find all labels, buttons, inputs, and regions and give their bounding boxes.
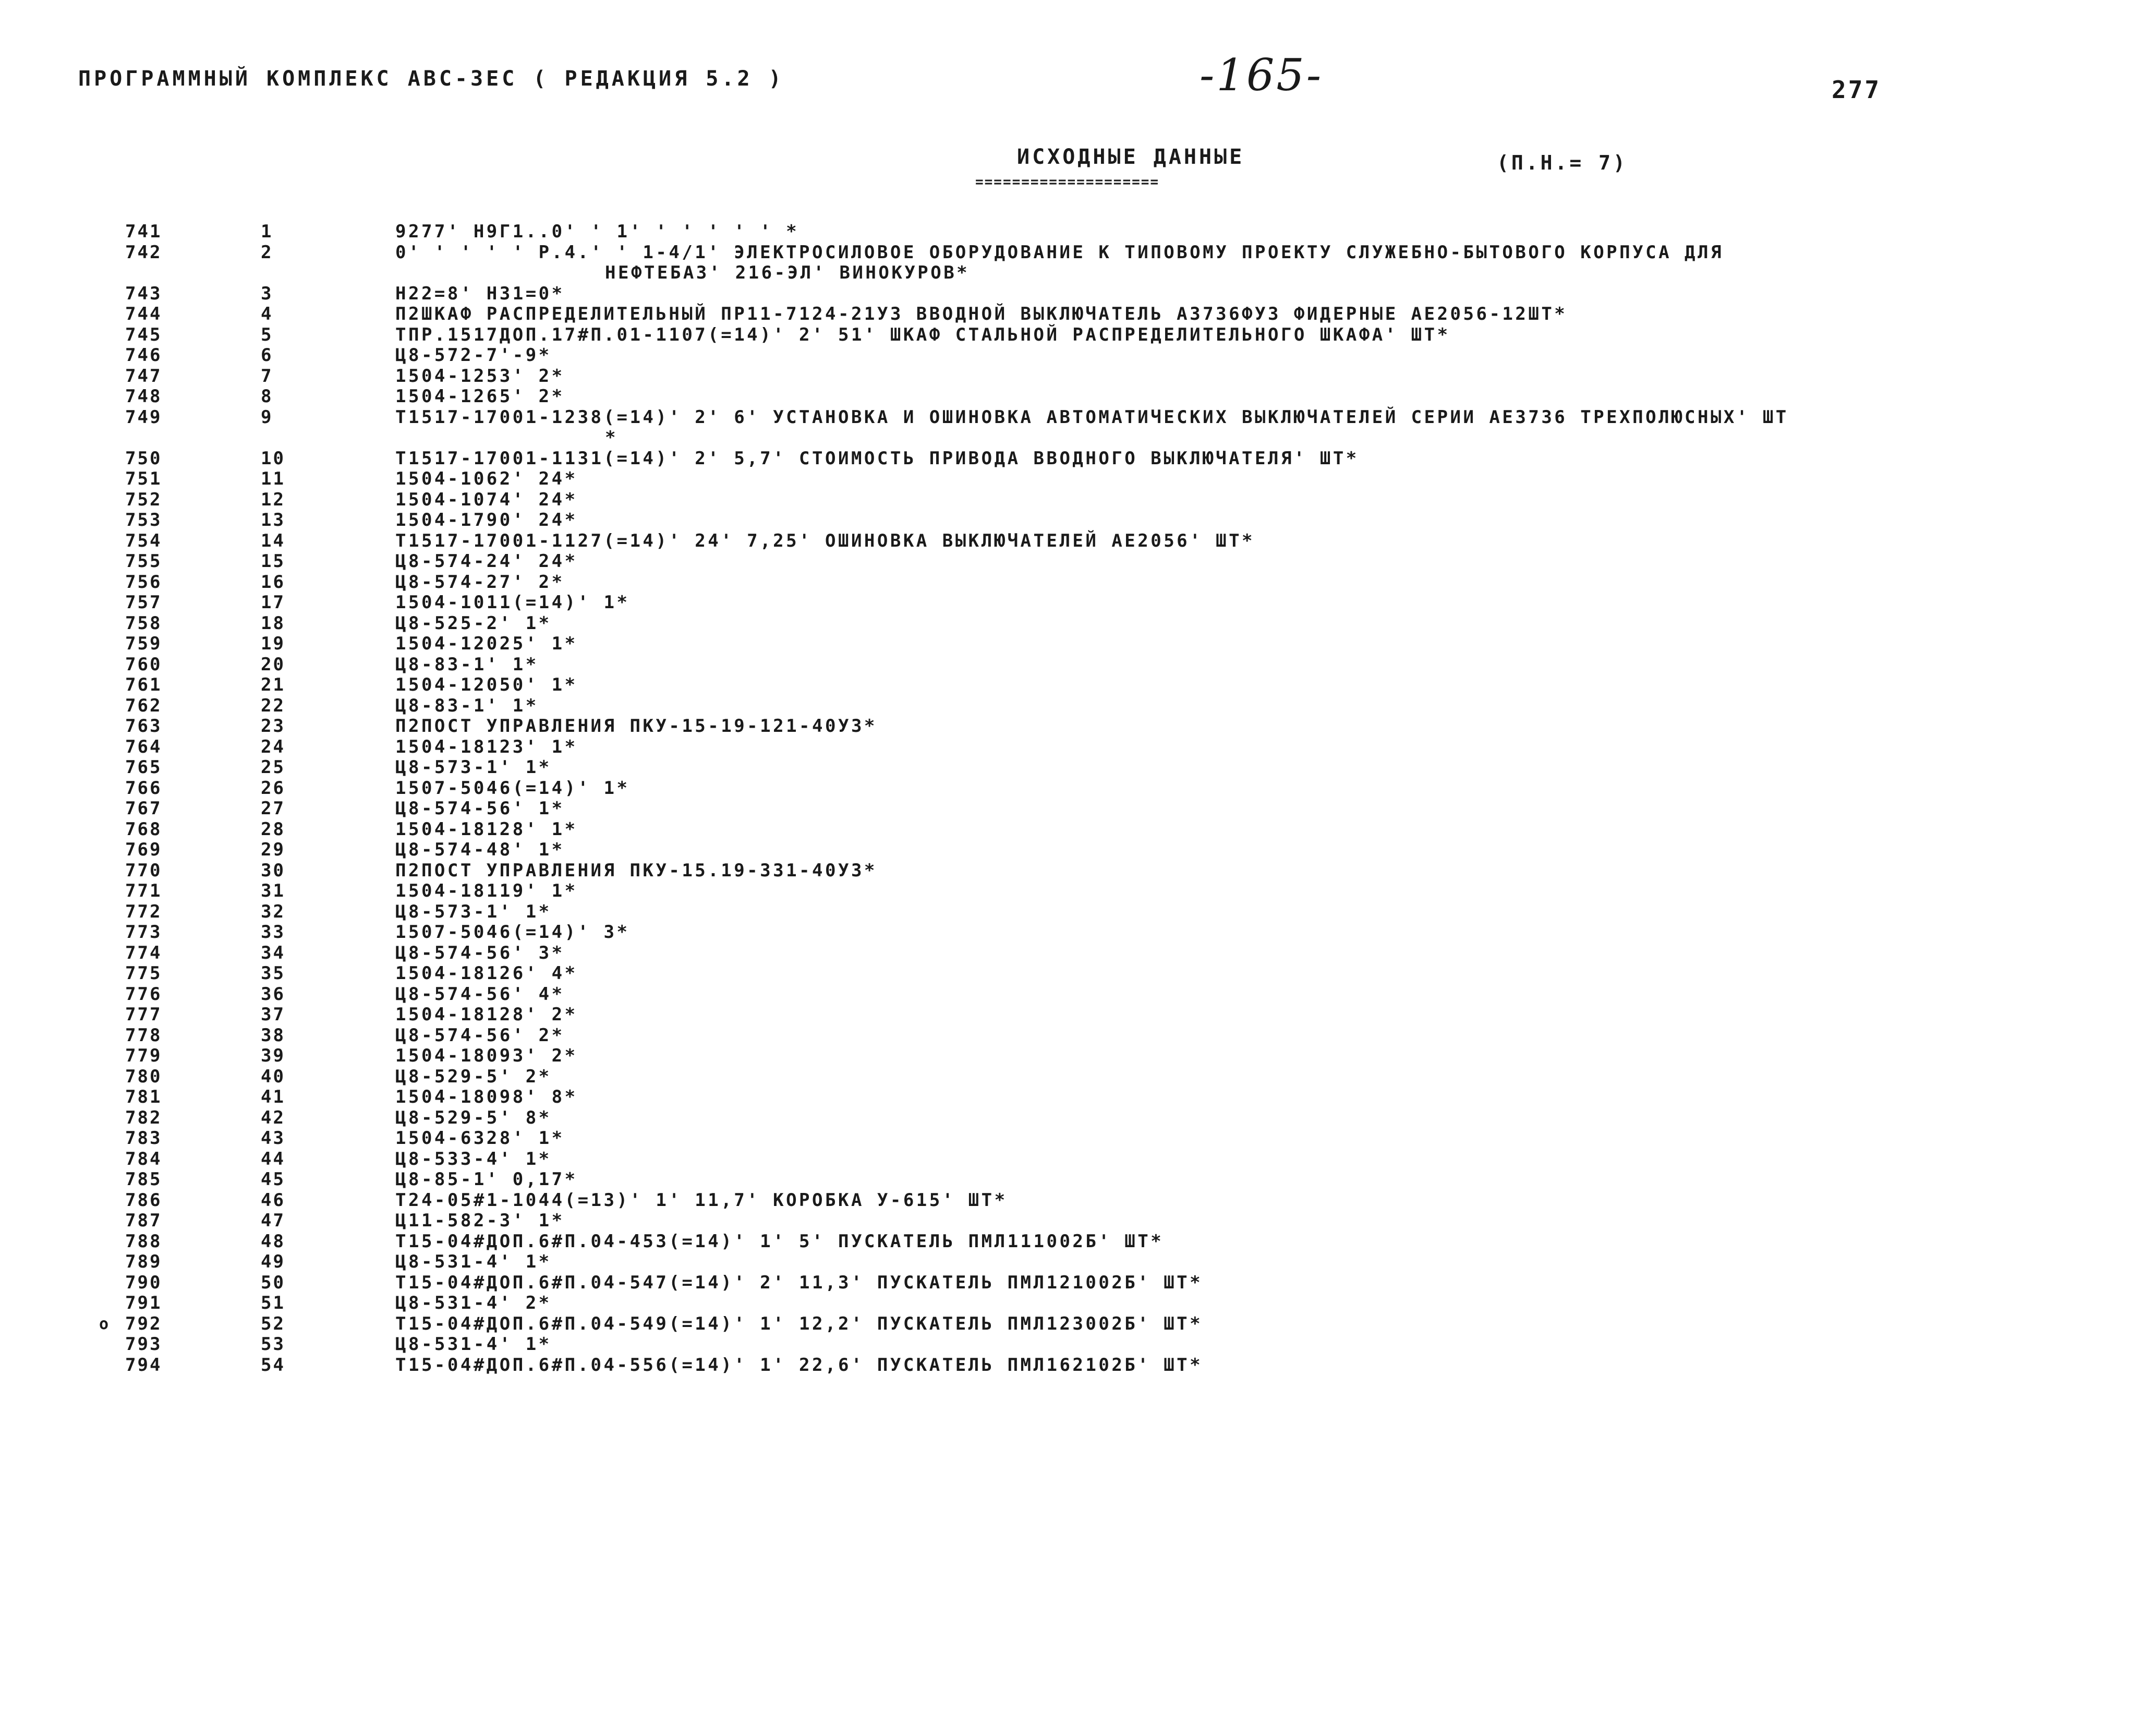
local-line-number: 46 bbox=[261, 1189, 285, 1211]
global-line-number: 782 bbox=[125, 1107, 162, 1128]
local-line-number: 15 bbox=[261, 551, 285, 572]
listing-row bbox=[0, 861, 2156, 882]
global-line-number: 785 bbox=[125, 1169, 162, 1190]
listing-row bbox=[0, 243, 2156, 263]
local-line-number: 35 bbox=[261, 963, 285, 984]
global-line-number: 777 bbox=[125, 1004, 162, 1025]
record-text: П2ШКАФ РАСПРЕДЕЛИТЕЛЬНЫЙ ПР11-7124-21УЗ ВВОДНОЙ ВЫКЛЮЧАТЕЛЬ А3736ФУЗ ФИДЕРНЫЕ АЕ2056-12ШТ* bbox=[395, 304, 1568, 324]
global-line-number: 747 bbox=[125, 365, 162, 387]
listing-row bbox=[0, 449, 2156, 469]
record-text: Ц8-531-4' 2* bbox=[395, 1293, 552, 1313]
listing-row bbox=[0, 345, 2156, 366]
record-text: ТПР.1517ДОП.17#П.01-1107(=14)' 2' 51' ШКАФ СТАЛЬНОЙ РАСПРЕДЕЛИТЕЛЬНОГО ШКАФА' ШТ* bbox=[395, 324, 1450, 345]
local-line-number: 29 bbox=[261, 839, 285, 860]
global-line-number: 772 bbox=[125, 901, 162, 922]
listing-row bbox=[0, 943, 2156, 964]
record-text: Т15-04#ДОП.6#П.04-556(=14)' 1' 22,6' ПУСКАТЕЛЬ ПМЛ162102Б' ШТ* bbox=[395, 1354, 1203, 1376]
listing-row bbox=[0, 1334, 2156, 1355]
listing-row bbox=[0, 304, 2156, 325]
record-text: 1504-1253' 2* bbox=[395, 365, 565, 387]
local-line-number: 4 bbox=[261, 304, 273, 324]
global-line-number: 759 bbox=[125, 633, 162, 654]
listing-row bbox=[0, 716, 2156, 737]
record-text: Ц8-529-5' 2* bbox=[395, 1066, 552, 1087]
record-text: П2ПОСТ УПРАВЛЕНИЯ ПКУ-15.19-331-40УЗ* bbox=[395, 860, 877, 881]
local-line-number: 34 bbox=[261, 942, 285, 963]
listing-row bbox=[0, 1005, 2156, 1026]
local-line-number: 25 bbox=[261, 757, 285, 778]
local-line-number: 9 bbox=[261, 406, 273, 428]
local-line-number: 23 bbox=[261, 716, 285, 737]
global-line-number: 741 bbox=[125, 221, 162, 242]
local-line-number: 28 bbox=[261, 818, 285, 840]
listing-row bbox=[0, 696, 2156, 717]
section-title: ИСХОДНЫЕ ДАННЫЕ bbox=[1017, 145, 1245, 169]
local-line-number: 2 bbox=[261, 242, 273, 263]
global-line-number: 744 bbox=[125, 304, 162, 324]
listing-continuation-line bbox=[0, 428, 2156, 449]
global-line-number: 749 bbox=[125, 406, 162, 428]
record-text: 1504-18123' 1* bbox=[395, 736, 578, 757]
global-line-number: 746 bbox=[125, 345, 162, 366]
global-line-number: 783 bbox=[125, 1128, 162, 1149]
record-text: Ц8-533-4' 1* bbox=[395, 1148, 552, 1169]
global-line-number: 784 bbox=[125, 1148, 162, 1169]
global-line-number: 771 bbox=[125, 880, 162, 901]
local-line-number: 52 bbox=[261, 1313, 285, 1334]
section-parameter: (П.Н.= 7) bbox=[1497, 151, 1628, 174]
listing-row bbox=[0, 655, 2156, 675]
listing-row bbox=[0, 778, 2156, 799]
record-text: Ц8-573-1' 1* bbox=[395, 757, 552, 778]
global-line-number: 764 bbox=[125, 736, 162, 757]
listing-row bbox=[0, 1169, 2156, 1190]
record-text: Ц8-574-56' 2* bbox=[395, 1024, 565, 1046]
record-text: НЕФТЕБАЗ' 216-ЭЛ' ВИНОКУРОВ* bbox=[605, 262, 970, 283]
listing-row bbox=[0, 1211, 2156, 1232]
listing-row bbox=[0, 922, 2156, 943]
local-line-number: 47 bbox=[261, 1210, 285, 1231]
record-text: 1504-6328' 1* bbox=[395, 1128, 565, 1149]
local-line-number: 42 bbox=[261, 1107, 285, 1128]
record-text: Т1517-17001-1131(=14)' 2' 5,7' СТОИМОСТЬ ПРИВОДА ВВОДНОГО ВЫКЛЮЧАТЕЛЯ' ШТ* bbox=[395, 448, 1359, 469]
handwritten-page-mark: -165- bbox=[1200, 50, 1324, 101]
global-line-number: 765 bbox=[125, 757, 162, 778]
listing-row bbox=[0, 366, 2156, 387]
listing-row bbox=[0, 572, 2156, 593]
listing-row bbox=[0, 1314, 2156, 1335]
local-line-number: 19 bbox=[261, 633, 285, 654]
local-line-number: 1 bbox=[261, 221, 273, 242]
global-line-number: 781 bbox=[125, 1087, 162, 1107]
global-line-number: 788 bbox=[125, 1231, 162, 1252]
record-text: * bbox=[605, 427, 618, 448]
local-line-number: 6 bbox=[261, 345, 273, 366]
global-line-number: 745 bbox=[125, 324, 162, 345]
local-line-number: 45 bbox=[261, 1169, 285, 1190]
global-line-number: 748 bbox=[125, 386, 162, 407]
record-text: Т15-04#ДОП.6#П.04-547(=14)' 2' 11,3' ПУСКАТЕЛЬ ПМЛ121002Б' ШТ* bbox=[395, 1272, 1203, 1293]
local-line-number: 3 bbox=[261, 283, 273, 304]
listing-row bbox=[0, 325, 2156, 346]
global-line-number: 743 bbox=[125, 283, 162, 304]
local-line-number: 8 bbox=[261, 386, 273, 407]
global-line-number: 763 bbox=[125, 716, 162, 737]
listing-row bbox=[0, 469, 2156, 490]
record-text: 1504-12050' 1* bbox=[395, 674, 578, 695]
listing-row bbox=[0, 593, 2156, 613]
global-line-number: 768 bbox=[125, 818, 162, 840]
record-text: 1504-1011(=14)' 1* bbox=[395, 592, 630, 613]
listing-row bbox=[0, 1087, 2156, 1108]
listing-row bbox=[0, 963, 2156, 984]
listing-row bbox=[0, 1046, 2156, 1067]
local-line-number: 33 bbox=[261, 922, 285, 943]
record-text: 1504-1074' 24* bbox=[395, 489, 578, 510]
record-text: 1504-18098' 8* bbox=[395, 1087, 578, 1107]
record-text: Ц8-574-56' 3* bbox=[395, 942, 565, 963]
listing-row bbox=[0, 407, 2156, 428]
record-text: 1504-12025' 1* bbox=[395, 633, 578, 654]
record-text: Ц8-529-5' 8* bbox=[395, 1107, 552, 1128]
global-line-number: 760 bbox=[125, 654, 162, 675]
listing-row bbox=[0, 1026, 2156, 1046]
local-line-number: 27 bbox=[261, 798, 285, 819]
record-text: П2ПОСТ УПРАВЛЕНИЯ ПКУ-15-19-121-40УЗ* bbox=[395, 716, 877, 737]
record-text: 1507-5046(=14)' 1* bbox=[395, 777, 630, 799]
local-line-number: 11 bbox=[261, 468, 285, 489]
local-line-number: 40 bbox=[261, 1066, 285, 1087]
record-text: 1504-18126' 4* bbox=[395, 963, 578, 984]
local-line-number: 21 bbox=[261, 674, 285, 695]
record-text: Ц8-573-1' 1* bbox=[395, 901, 552, 922]
record-text: 1504-18128' 2* bbox=[395, 1004, 578, 1025]
global-line-number: 779 bbox=[125, 1045, 162, 1066]
local-line-number: 53 bbox=[261, 1334, 285, 1355]
global-line-number: 758 bbox=[125, 612, 162, 634]
record-text: Ц8-85-1' 0,17* bbox=[395, 1169, 578, 1190]
global-line-number: 753 bbox=[125, 510, 162, 530]
record-text: Ц8-83-1' 1* bbox=[395, 654, 539, 675]
listing-row bbox=[0, 284, 2156, 305]
record-text: Ц8-531-4' 1* bbox=[395, 1251, 552, 1272]
row-margin-mark: о bbox=[99, 1314, 109, 1333]
global-line-number: 778 bbox=[125, 1024, 162, 1046]
local-line-number: 32 bbox=[261, 901, 285, 922]
listing-continuation-line bbox=[0, 263, 2156, 284]
record-text: Т24-05#1-1044(=13)' 1' 11,7' КОРОБКА У-615' ШТ* bbox=[395, 1189, 1008, 1211]
global-line-number: 750 bbox=[125, 448, 162, 469]
global-line-number: 789 bbox=[125, 1251, 162, 1272]
local-line-number: 36 bbox=[261, 983, 285, 1005]
data-listing bbox=[0, 222, 2156, 1376]
record-text: Ц8-525-2' 1* bbox=[395, 612, 552, 634]
local-line-number: 41 bbox=[261, 1087, 285, 1107]
global-line-number: 787 bbox=[125, 1210, 162, 1231]
local-line-number: 12 bbox=[261, 489, 285, 510]
local-line-number: 26 bbox=[261, 777, 285, 799]
record-text: 1504-18128' 1* bbox=[395, 818, 578, 840]
listing-row bbox=[0, 222, 2156, 243]
global-line-number: 773 bbox=[125, 922, 162, 943]
listing-row bbox=[0, 1149, 2156, 1170]
record-text: Ц8-574-27' 2* bbox=[395, 571, 565, 593]
listing-row bbox=[0, 387, 2156, 407]
program-header: ПРОГРАММНЫЙ КОМПЛЕКС АВС-ЗЕС ( РЕДАКЦИЯ 5.2 ) bbox=[78, 67, 784, 91]
listing-row bbox=[0, 984, 2156, 1005]
listing-row bbox=[0, 819, 2156, 840]
global-line-number: 776 bbox=[125, 983, 162, 1005]
listing-row bbox=[0, 531, 2156, 552]
listing-row bbox=[0, 1232, 2156, 1252]
local-line-number: 49 bbox=[261, 1251, 285, 1272]
record-text: Т15-04#ДОП.6#П.04-453(=14)' 1' 5' ПУСКАТЕЛЬ ПМЛ111002Б' ШТ* bbox=[395, 1231, 1164, 1252]
global-line-number: 780 bbox=[125, 1066, 162, 1087]
local-line-number: 22 bbox=[261, 695, 285, 716]
global-line-number: 756 bbox=[125, 571, 162, 593]
record-text: 1504-1265' 2* bbox=[395, 386, 565, 407]
global-line-number: 794 bbox=[125, 1354, 162, 1376]
listing-row bbox=[0, 737, 2156, 758]
global-line-number: 774 bbox=[125, 942, 162, 963]
global-line-number: 757 bbox=[125, 592, 162, 613]
record-text: 0' ' ' ' ' Р.4.' ' 1-4/1' ЭЛЕКТРОСИЛОВОЕ ОБОРУДОВАНИЕ К ТИПОВОМУ ПРОЕКТУ СЛУЖЕБНО-БЫТОВОГО КОРПУСА ДЛЯ bbox=[395, 242, 1724, 263]
record-text: Т1517-17001-1238(=14)' 2' 6' УСТАНОВКА И ОШИНОВКА АВТОМАТИЧЕСКИХ ВЫКЛЮЧАТЕЛЕЙ СЕРИИ АЕ3736 ТРЕХПОЛЮСНЫХ' ШТ bbox=[395, 406, 1789, 428]
listing-row bbox=[0, 881, 2156, 902]
global-line-number: 770 bbox=[125, 860, 162, 881]
local-line-number: 43 bbox=[261, 1128, 285, 1149]
global-line-number: 791 bbox=[125, 1293, 162, 1313]
listing-row bbox=[0, 1252, 2156, 1273]
global-line-number: 766 bbox=[125, 777, 162, 799]
listing-row bbox=[0, 1128, 2156, 1149]
listing-row bbox=[0, 840, 2156, 861]
record-text: Т1517-17001-1127(=14)' 24' 7,25' ОШИНОВКА ВЫКЛЮЧАТЕЛЕЙ АЕ2056' ШТ* bbox=[395, 530, 1255, 551]
record-text: Ц8-574-56' 1* bbox=[395, 798, 565, 819]
record-text: Ц8-83-1' 1* bbox=[395, 695, 539, 716]
record-text: Н22=8' Н31=0* bbox=[395, 283, 565, 304]
local-line-number: 54 bbox=[261, 1354, 285, 1376]
global-line-number: 762 bbox=[125, 695, 162, 716]
section-underline: ==================== bbox=[975, 174, 1160, 190]
listing-row bbox=[0, 675, 2156, 696]
record-text: 9277' Н9Г1..0' ' 1' ' ' ' ' ' * bbox=[395, 221, 800, 242]
record-text: Ц8-574-48' 1* bbox=[395, 839, 565, 860]
local-line-number: 38 bbox=[261, 1024, 285, 1046]
global-line-number: 792 bbox=[125, 1313, 162, 1334]
record-text: 1507-5046(=14)' 3* bbox=[395, 922, 630, 943]
record-text: Ц8-531-4' 1* bbox=[395, 1334, 552, 1355]
local-line-number: 13 bbox=[261, 510, 285, 530]
listing-row bbox=[0, 1293, 2156, 1314]
listing-row bbox=[0, 1190, 2156, 1211]
listing-row bbox=[0, 1273, 2156, 1294]
record-text: Ц8-572-7'-9* bbox=[395, 345, 552, 366]
global-line-number: 755 bbox=[125, 551, 162, 572]
local-line-number: 10 bbox=[261, 448, 285, 469]
local-line-number: 50 bbox=[261, 1272, 285, 1293]
record-text: Ц8-574-56' 4* bbox=[395, 983, 565, 1005]
local-line-number: 20 bbox=[261, 654, 285, 675]
local-line-number: 18 bbox=[261, 612, 285, 634]
local-line-number: 51 bbox=[261, 1293, 285, 1313]
local-line-number: 5 bbox=[261, 324, 273, 345]
global-line-number: 752 bbox=[125, 489, 162, 510]
local-line-number: 7 bbox=[261, 365, 273, 387]
global-line-number: 767 bbox=[125, 798, 162, 819]
global-line-number: 775 bbox=[125, 963, 162, 984]
local-line-number: 24 bbox=[261, 736, 285, 757]
listing-row bbox=[0, 490, 2156, 511]
global-line-number: 793 bbox=[125, 1334, 162, 1355]
record-text: Ц8-574-24' 24* bbox=[395, 551, 578, 572]
record-text: Ц11-582-3' 1* bbox=[395, 1210, 565, 1231]
local-line-number: 17 bbox=[261, 592, 285, 613]
local-line-number: 44 bbox=[261, 1148, 285, 1169]
record-text: 1504-1790' 24* bbox=[395, 510, 578, 530]
listing-row bbox=[0, 757, 2156, 778]
record-text: 1504-18093' 2* bbox=[395, 1045, 578, 1066]
local-line-number: 30 bbox=[261, 860, 285, 881]
global-line-number: 742 bbox=[125, 242, 162, 263]
listing-row bbox=[0, 613, 2156, 634]
record-text: 1504-1062' 24* bbox=[395, 468, 578, 489]
global-line-number: 786 bbox=[125, 1189, 162, 1211]
global-line-number: 754 bbox=[125, 530, 162, 551]
listing-row bbox=[0, 510, 2156, 531]
page-number: 277 bbox=[1832, 76, 1882, 104]
listing-row bbox=[0, 902, 2156, 923]
global-line-number: 769 bbox=[125, 839, 162, 860]
listing-row bbox=[0, 551, 2156, 572]
listing-row bbox=[0, 634, 2156, 655]
local-line-number: 31 bbox=[261, 880, 285, 901]
local-line-number: 14 bbox=[261, 530, 285, 551]
listing-row bbox=[0, 1108, 2156, 1129]
local-line-number: 16 bbox=[261, 571, 285, 593]
record-text: 1504-18119' 1* bbox=[395, 880, 578, 901]
global-line-number: 761 bbox=[125, 674, 162, 695]
local-line-number: 48 bbox=[261, 1231, 285, 1252]
listing-row bbox=[0, 1067, 2156, 1088]
record-text: Т15-04#ДОП.6#П.04-549(=14)' 1' 12,2' ПУСКАТЕЛЬ ПМЛ123002Б' ШТ* bbox=[395, 1313, 1203, 1334]
listing-row bbox=[0, 1355, 2156, 1376]
local-line-number: 37 bbox=[261, 1004, 285, 1025]
global-line-number: 790 bbox=[125, 1272, 162, 1293]
local-line-number: 39 bbox=[261, 1045, 285, 1066]
global-line-number: 751 bbox=[125, 468, 162, 489]
listing-row bbox=[0, 799, 2156, 819]
